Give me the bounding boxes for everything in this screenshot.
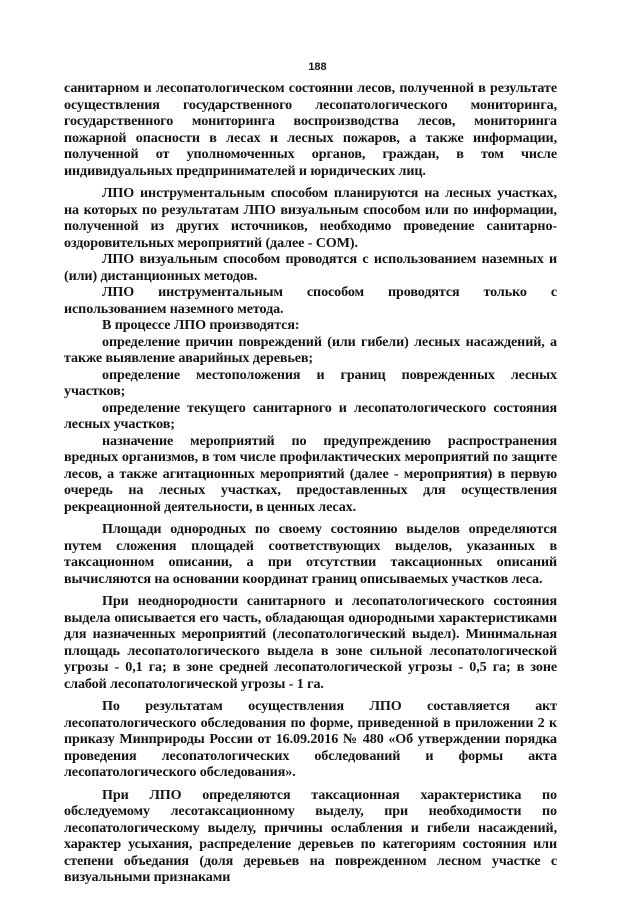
paragraph: ЛПО инструментальным способом планируются на лесных участках, на которых по результатам ЛПО визуальным способом или по информации, полученной из других источников, необходимо проведение санитарно-оздоровительных мероприятий (далее - СОМ).	[64, 185, 557, 251]
list-item: определение текущего санитарного и лесопатологического состояния лесных участков;	[64, 399, 557, 432]
paragraph: В процессе ЛПО производятся:	[102, 317, 300, 333]
paragraph: При ЛПО определяются таксационная характеристика по обследуемому лесотаксационному выделу, при необходимости по лесопатологическому выделу, причины ослабления и гибели насаждений, характер усыхания, распределение деревьев по категориям состояния или степени объедания (доля деревьев на поврежденном лесном участке с визуальными признаками	[64, 786, 557, 885]
list-item: назначение мероприятий по предупреждению распространения вредных организмов, в том числе профилактических мероприятий по защите лесов, а также агитационных мероприятий (далее - мероприятия) в первую очередь на лесных участках, предоставленных для осуществления рекреационной деятельности, в ценных лесах.	[64, 432, 557, 515]
paragraph-continuation: санитарном и лесопатологическом состоянии лесов, полученной в результате осуществления государственного лесопатологического мониторинга, государственного мониторинга воспроизводства лесов, мониторинга пожарной опасности в лесах и лесных пожаров, а также информации, полученной от уполномоченных органов, граждан, в том числе индивидуальных предпринимателей и юридических лиц.	[64, 80, 557, 179]
list-item: определение причин повреждений (или гибели) лесных насаждений, а также выявление аварийных деревьев;	[64, 333, 557, 366]
document-body	[64, 80, 557, 886]
paragraph: По результатам осуществления ЛПО составляется акт лесопатологического обследования по форме, приведенной в приложении 2 к приказу Минприроды России от 16.09.2016 № 480 «Об утверждении порядка проведения лесопатологических обследований и формы акта лесопатологического обследования».	[64, 698, 557, 780]
paragraph: При неоднородности санитарного и лесопатологического состояния выдела описывается его часть, обладающая однородными характеристиками для назначенных мероприятий (лесопатологический выдел). Минимальная площадь лесопатологического выдела в зоне сильной лесопатологической угрозы - 0,1 га; в зоне средней лесопатологической угрозы - 0,5 га; в зоне слабой лесопатологической угрозы - 1 га.	[64, 593, 557, 692]
paragraph: ЛПО инструментальным способом проводятся только с использованием наземного метода.	[64, 284, 557, 317]
paragraph: ЛПО визуальным способом проводятся с использованием наземных и (или) дистанционных методов.	[64, 251, 557, 284]
page-number: 188	[308, 61, 327, 73]
list-item: определение местоположения и границ поврежденных лесных участков;	[64, 366, 557, 399]
paragraph: Площади однородных по своему состоянию выделов определяются путем сложения площадей соответствующих выделов, указанных в таксационном описании, а при отсутствии таксационных описаний вычисляются на основании координат границ описываемых участков леса.	[64, 521, 557, 587]
